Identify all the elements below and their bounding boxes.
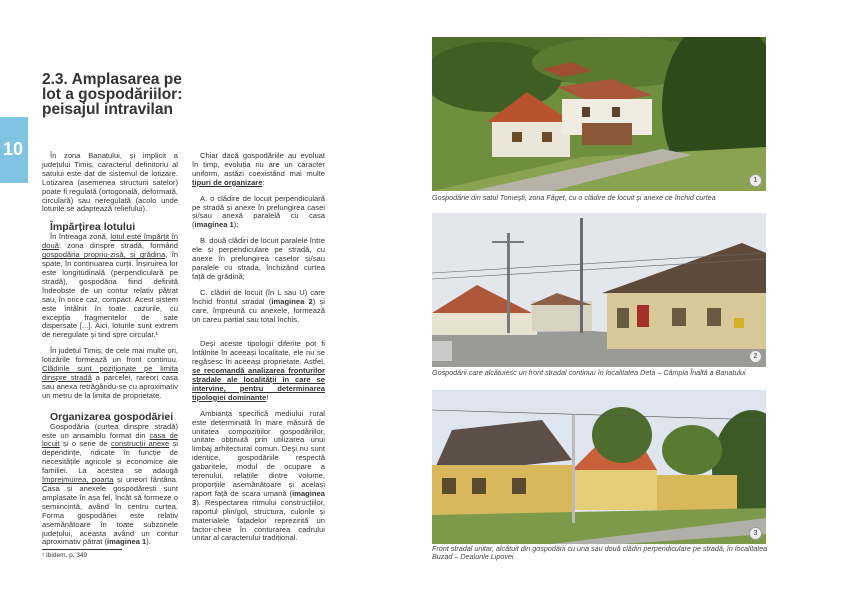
photo-number-badge: 1 — [749, 174, 762, 187]
text: În județul Timiș, de cele mai multe ori, lotizările formează un front continuu. — [42, 346, 178, 365]
photo-number-badge: 2 — [749, 350, 762, 363]
bold-text: imaginea 2 — [271, 296, 313, 306]
text: ); — [233, 220, 239, 230]
photo-3-caption: Front stradal unitar, alcătuit din gospodării cu una sau două clădiri perpendiculare pe stradă, în localitatea Buzad – Dealurile Lipovei — [432, 544, 768, 562]
underlined-text: construcții anexe — [110, 439, 170, 449]
text: : zona dinspre stradă, formând — [58, 241, 178, 251]
text: , în spate, în continuarea curții. Înșiruirea lor este longitudinală (perpendiculară pe stradă), gospodăria fiind definită îndeobște de un contur relativ pătrat sau, în orice caz, compact. Acest sistem este întâlnit în toate cazurile, cu excepția fragmentelor de sate dispersate [...]. Aici, loturile sunt extrem de neregulate și tind spre circular.¹ — [42, 250, 178, 340]
text: a parcelei, rareori casa sau anexa retrăgându-se cu aproximativ un metru de la limita de proprietate. — [42, 372, 178, 400]
paragraph — [42, 347, 178, 400]
text: ) și care, împreună cu anexele, formează un careu parțial sau total închis. — [192, 296, 325, 324]
subheading-household-organization: Organizarea gospodăriei — [50, 410, 174, 423]
photo-1 — [432, 37, 766, 191]
photo-3 — [432, 390, 766, 544]
text: și uneori fântâna. Casa și anexele gospodărești sunt amplasate în așa fel, încât să formeze o semiincintă, având în centru curtea. Forma gospodăriei este relativ asemănătoare în toate subzonele județului, aceasta având un contur aproximativ pătrat ( — [42, 475, 178, 547]
text: ). — [146, 537, 151, 547]
photo-3-illustration — [432, 390, 766, 544]
photo-2-illustration — [432, 213, 766, 367]
photo-number-badge: 3 — [749, 527, 762, 540]
text-column-2 — [192, 152, 325, 550]
paragraph — [42, 233, 178, 340]
underlined-text: Clădirile sunt poziționate pe limita dinspre stradă — [42, 364, 178, 382]
page-number: 10 — [3, 139, 24, 159]
bold-text: imaginea 1 — [194, 220, 234, 230]
bold-underlined-text: se recomandă analizarea fronturilor stradale ale localității în care se intervine, pentru determinarea tipologiei dominante — [192, 366, 325, 402]
text: Gospodăria (curtea dinspre stradă) este un ansamblu format din — [42, 421, 178, 440]
underlined-text: împrejmuirea, poarta — [42, 475, 114, 485]
text: Deși aceste tipologii diferite pot fi întâlnite în aceeași localitate, ele nu se regăsesc în aceeași proprietate. Astfel, — [192, 339, 325, 367]
paragraph — [192, 195, 325, 231]
text: Chiar dacă gospodăriile au evoluat în timp, evoluția nu are un caracter uniform, astăzi coexistând mai multe — [192, 151, 325, 178]
section-title: 2.3. Amplasarea pe lot a gospodăriilor: peisajul intravilan — [42, 71, 183, 118]
underlined-text: lotul este împărțit în două — [42, 232, 178, 251]
page-number-tab — [0, 117, 28, 183]
text: Ambianța specifică mediului rural este determinată în mare măsură de unitatea compozițiilor gospodăriilor, unitate obținută prin utilizarea unui limbaj arhitectural comun. Deși nu sunt identice, gospodăriile respectă gabaritele, modul de ocupare a terenului, relațiile dintre volume, proporțiile asemănătoare și același raport față de scara umană ( — [192, 408, 325, 498]
photo-2 — [432, 213, 766, 367]
text: ! — [266, 392, 269, 402]
bold-text: imaginea 3 — [192, 488, 325, 507]
paragraph — [192, 410, 325, 544]
text: : — [262, 177, 265, 187]
photo-1-caption: Gospodărie din satul Tomești, zona Făget, cu o clădire de locuit și anexe ce închid curtea — [432, 193, 716, 202]
underlined-text: casa de locuit — [42, 430, 178, 449]
footnote: ¹ Ibidem, p. 349 — [42, 549, 122, 559]
bold-text: imaginea 1 — [107, 537, 147, 547]
text: ). Respectarea ritmului construcțiilor, raportul plin/gol, structura, culorile și materialele fațadelor reprezintă un factor-cheie în conturarea cadrului unitar al caracterului tradițional. — [192, 497, 325, 543]
bold-underlined-text: tipuri de organizare — [192, 177, 263, 187]
photo-2-caption: Gospodării care alcătuiesc un front stradal continuu în localitatea Deta – Câmpia Înaltă a Banatului — [432, 368, 746, 377]
text: C. clădiri de locuit (în L sau U) care închid frontul stradal ( — [192, 287, 325, 306]
paragraph — [192, 340, 325, 402]
paragraph — [192, 152, 325, 188]
photo-1-illustration — [432, 37, 766, 191]
paragraph: În zona Banatului, și implicit a județului Timiș, caracterul definitoriu al satului este dat de sistemul de lotizare. Lotizarea (asemenea structurii satelor) poate fi regulată (ortogonală, deformată, circulară) sau neregulată (acolo unde loturile se adaptează reliefului). — [42, 151, 178, 214]
text: și dependințe, ridicate în funcție de necesitățile agricole și economice ale familiei. La acestea se adaugă — [42, 439, 178, 476]
paragraph — [42, 423, 178, 548]
paragraph — [192, 289, 325, 325]
subheading-lot-division: Împărțirea lotului — [50, 221, 136, 234]
text: și o serie de — [59, 439, 111, 449]
text-column-1 — [42, 152, 178, 554]
underlined-text: gospodăria propriu-zisă, și grădina — [42, 250, 166, 260]
text: A. o clădire de locuit perpendiculară pe stradă și anexe în prelungirea casei și/sau anexă paralelă cu casa ( — [192, 193, 325, 230]
paragraph: B. două clădiri de locuit paralele între ele și perpendiculare pe stradă, cu anexe în prelungirea caselor și/sau paralele cu strada, închizând curtea față de grădină; — [192, 236, 325, 281]
text: În întreaga zonă, — [50, 232, 111, 242]
